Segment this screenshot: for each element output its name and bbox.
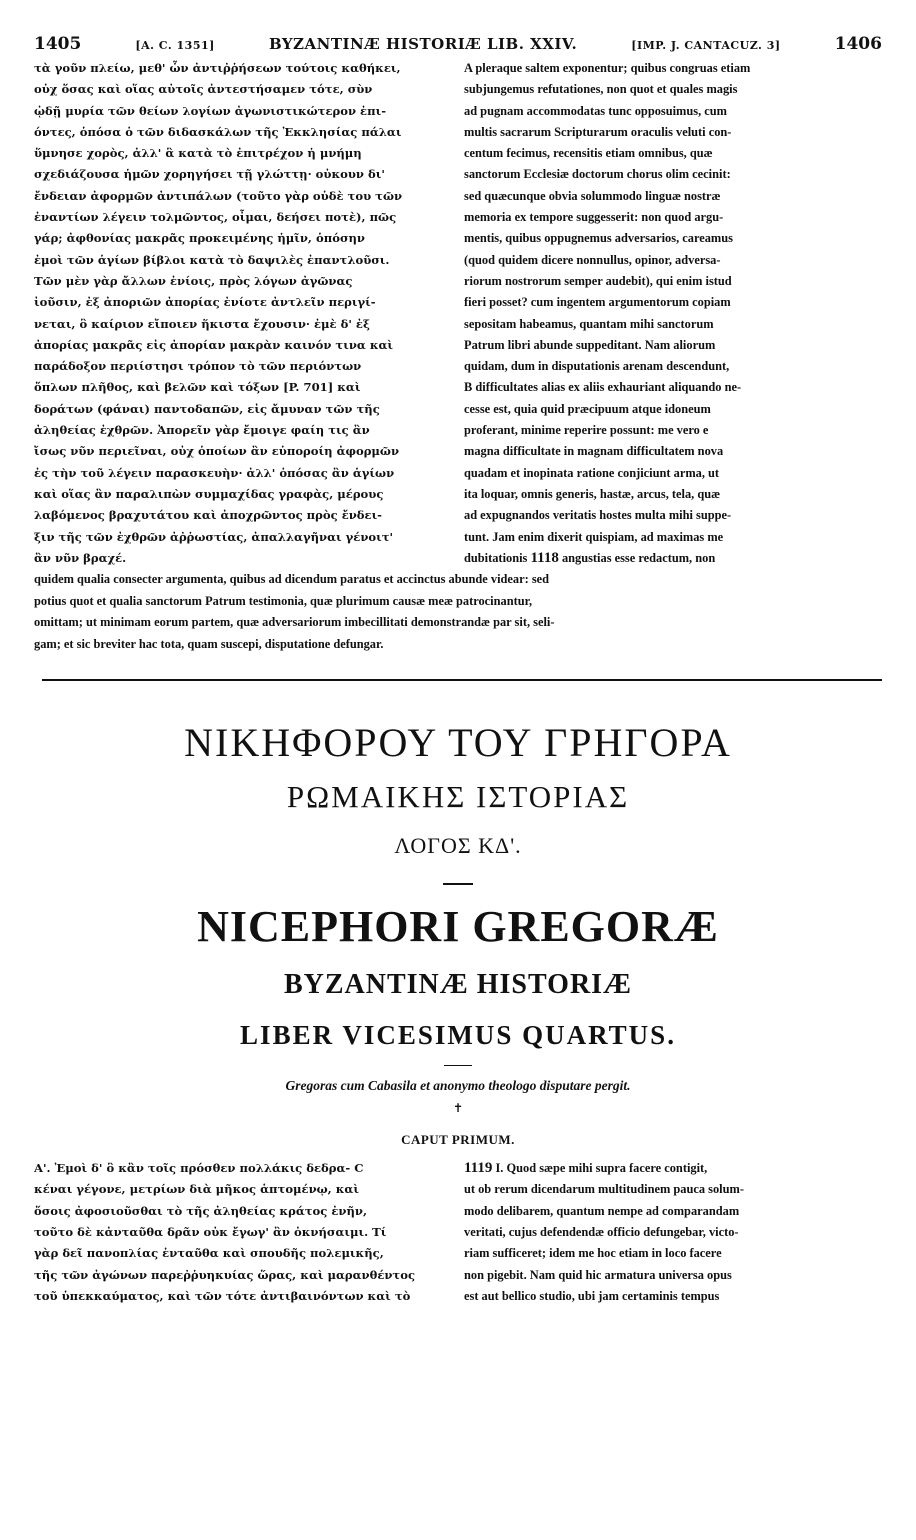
- two-column-text: [34, 58, 882, 569]
- latin-line: sed quæcunque obvia solummodo linguæ nostræ: [464, 188, 721, 203]
- greek-column: [34, 58, 438, 569]
- greek-line: ἰοῦσιν, ἐξ ἀποριῶν ἀπορίας ἐνίοτε ἀντλεῖν περιγί-: [34, 295, 376, 310]
- header-emperor: [IMP. J. CANTACUZ. 3]: [631, 39, 781, 52]
- greek-line: κέναι γέγονε, μετρίων διὰ μῆκος ἁπτομένῳ, καὶ: [34, 1182, 359, 1197]
- latin-line: quidam, dum in disputationis arenam descendunt,: [464, 359, 730, 374]
- greek-line: τῆς τῶν ἀγώνων παρεῤῥυηκυίας ὥρας, καὶ μαρανθέντος: [34, 1267, 416, 1282]
- greek-line: λαβόμενος βραχυτάτου καὶ ἀποχρῶντος πρὸς ἔνδει-: [34, 508, 382, 523]
- latin-line: fieri posset? cum ingentem argumentorum copiam: [464, 295, 731, 310]
- latin-line: cesse est, quia quid præcipuum atque idoneum: [464, 401, 711, 416]
- page-number-left: 1405: [34, 34, 82, 54]
- latin-line-end: angustias esse redactum, non: [561, 550, 716, 565]
- book-title-block: [34, 719, 882, 1150]
- greek-line: παράδοξον περιίστησι τρόπον τὸ τῶν περιόντων: [34, 359, 362, 374]
- greek-line: ἀπορίας μακρᾶς εἰς ἀπορίαν μακρὰν καινόν τινα καὶ: [34, 337, 394, 352]
- greek-line: ἴσως νῦν περιεῖναι, οὐχ ὁποίων ἂν εὐποροίη ἀφορμῶν: [34, 444, 399, 459]
- page-number-right: 1406: [834, 34, 882, 54]
- latin-line: centum fecimus, recensitis etiam omnibus, quæ: [464, 146, 713, 161]
- latin-line: riorum nostrorum semper audebit), qui enim istud: [464, 273, 732, 288]
- running-header: [34, 34, 882, 56]
- header-title: BYZANTINÆ HISTORIÆ LIB. XXIV.: [268, 35, 578, 53]
- full-line: potius quot et qualia sanctorum Patrum testimonia, quæ plurimum causæ meæ patrocinantur,: [34, 593, 533, 608]
- latin-line: (quod quidem dicere nonnullus, opinor, adversa-: [464, 252, 721, 267]
- latin-line: tunt. Jam enim dixerit quispiam, ad maximas me: [464, 529, 724, 544]
- latin-line: proferant, minime reperire possunt: me vero e: [464, 423, 709, 438]
- column-number: 1118: [530, 549, 559, 566]
- greek-line: καὶ οἵας ἂν παραλιπὼν συμμαχίδας γραφὰς, μέρους: [34, 486, 384, 501]
- latin-line: quadam et inopinata ratione conjiciunt arma, ut: [464, 465, 720, 480]
- greek-line: ξιν τῆς τῶν ἐχθρῶν ἀῤῥωστίας, ἀπαλλαγῆναι γένοιτ': [34, 529, 394, 544]
- greek-line: ἐναντίων λέγειν τολμῶντος, οἶμαι, δεήσει ποτὲ), πῶς: [34, 210, 397, 225]
- greek-line: τοῦ ὑπεκκαύματος, καὶ τῶν τότε ἀντιβαινόντων καὶ τὸ: [34, 1288, 411, 1303]
- section-divider: [42, 679, 882, 681]
- header-year: [A. C. 1351]: [135, 39, 215, 52]
- greek-book-title: ΛΟΓΟΣ ΚΔ'.: [394, 833, 522, 859]
- latin-line: [464, 1158, 882, 1179]
- latin-author-title: NICEPHORI GREGORÆ: [197, 902, 719, 952]
- latin-line: memoria ex tempore suggesserit: non quod argu-: [464, 210, 724, 225]
- short-divider: [444, 1065, 472, 1066]
- column-number: 1119: [464, 1160, 493, 1177]
- latin-line: multis sacrarum Scripturarum oraculis veluti con-: [464, 124, 732, 139]
- greek-line: οὐχ ὅσας καὶ οἵας αὐτοῖς ἀντεστήσαμεν τότε, σὺν: [34, 82, 373, 97]
- greek-line: νεται, ὃ καίριον εἴποιεν ἥκιστα ἔχουσιν· ἐμὲ δ' ἐξ: [34, 316, 370, 331]
- latin-column: [464, 58, 882, 569]
- greek-work-title: ΡΩΜΑΙΚΗΣ ΙΣΤΟΡΙΑΣ: [286, 779, 630, 815]
- latin-book-title: LIBER VICESIMUS QUARTUS.: [240, 1020, 676, 1051]
- full-line: quidem qualia consecter argumenta, quibus ad dicendum paratus et accinctus abunde videar: sed: [34, 572, 550, 587]
- greek-line: ὕμνησε χορὸς, ἀλλ' ἃ κατὰ τὸ ἐπιτρέχον ἡ μνήμη: [34, 146, 362, 161]
- latin-line: sepositam habeamus, quantam mihi sanctorum: [464, 316, 714, 331]
- greek-line: ὅπλων πλῆθος, καὶ βελῶν καὶ τόξων [P. 701] καὶ: [34, 380, 361, 395]
- cross-ornament-icon: ✝: [452, 1101, 464, 1116]
- short-divider: [443, 883, 473, 885]
- greek-line: τὰ γοῦν πλείω, μεθ' ὧν ἀντιῤῥήσεων τούτοις καθήκει,: [34, 61, 401, 75]
- latin-work-title: BYZANTINÆ HISTORIÆ: [283, 969, 633, 1001]
- latin-line: riam sufficeret; idem me hoc etiam in loco facere: [464, 1246, 722, 1261]
- greek-line: ᾠδῇ μυρία τῶν θείων λογίων ἀγωνιστικώτερον ἐπι-: [34, 103, 387, 118]
- full-line: gam; et sic breviter hac tota, quam suscepi, disputatione defungar.: [34, 636, 384, 651]
- latin-line: [464, 548, 882, 569]
- latin-line: magna difficultate in magnam difficultatem nova: [464, 444, 724, 459]
- full-line: omittam; ut minimam eorum partem, quæ adversariorum imbecillitati demonstrandæ par sit, seli-: [34, 615, 555, 630]
- greek-line: ἔνδειαν ἀφορμῶν ἀντιπάλων (τοῦτο γὰρ οὐδὲ του τῶν: [34, 188, 403, 203]
- chapter-latin-column: [464, 1158, 882, 1307]
- greek-line: ἀληθείας ἐχθρῶν. Ἀπορεῖν γὰρ ἔμοιγε φαίη τις ἂν: [34, 423, 370, 438]
- greek-author-title: ΝΙΚΗΦΟΡΟΥ ΤΟΥ ΓΡΗΓΟΡΑ: [184, 720, 732, 766]
- latin-line-start: I. Quod sæpe mihi supra facere contigit,: [495, 1161, 708, 1176]
- latin-line: B difficultates alias ex aliis exhauriant aliquando ne-: [464, 380, 742, 395]
- latin-line: mentis, quibus oppugnemus adversarios, careamus: [464, 231, 733, 246]
- latin-line: est aut bellico studio, ubi jam certaminis tempus: [464, 1288, 720, 1303]
- chapter-two-column-text: [34, 1158, 882, 1307]
- latin-line: subjungemus refutationes, non quot et quales magis: [464, 82, 738, 97]
- latin-line: ita loquar, omnis generis, hastæ, arcus, tela, quæ: [464, 486, 721, 501]
- greek-line: Τῶν μὲν γὰρ ἄλλων ἐνίοις, πρὸς λόγων ἀγῶνας: [34, 273, 353, 288]
- greek-line: ἐς τὴν τοῦ λέγειν παρασκευὴν· ἀλλ' ὁπόσας ἂν ἁγίων: [34, 465, 395, 480]
- latin-line: ad pugnam accommodatas tunc opposuimus, cum: [464, 103, 727, 118]
- greek-line: σχεδιάζουσα ἡμῶν χορηγήσει τῇ γλώττῃ· οὐκουν δι': [34, 167, 385, 182]
- greek-line: τοῦτο δὲ κἀνταῦθα δρᾶν οὐκ ἔγωγ' ἂν ὀκνήσαιμι. Τί: [34, 1225, 387, 1240]
- latin-line: veritati, cujus defendendæ officio defungebar, victo-: [464, 1225, 739, 1240]
- greek-line: ἂν νῦν βραχέ.: [34, 550, 127, 565]
- latin-line: modo delibarem, quantum nempe ad comparandam: [464, 1203, 740, 1218]
- book-summary: Gregoras cum Cabasila et anonymo theologo disputare pergit.: [285, 1078, 631, 1094]
- greek-line: γὰρ δεῖ πανοπλίας ἐνταῦθα καὶ σπουδῆς πολεμικῆς,: [34, 1246, 384, 1261]
- latin-line-start: dubitationis: [464, 550, 528, 565]
- latin-line: A pleraque saltem exponentur; quibus congruas etiam: [464, 61, 751, 75]
- greek-line: Α'. Ἐμοὶ δ' ὃ κἂν τοῖς πρόσθεν πολλάκις δεδρα- C: [34, 1161, 364, 1176]
- chapter-heading: CAPUT PRIMUM.: [401, 1132, 515, 1148]
- greek-line: δοράτων (φάναι) παντοδαπῶν, εἰς ἄμυναν τῶν τῆς: [34, 401, 380, 416]
- latin-line: ut ob rerum dicendarum multitudinem pauca solum-: [464, 1182, 744, 1197]
- greek-line: όντες, ὁπόσα ὁ τῶν διδασκάλων τῆς Ἐκκλησίας πάλαι: [34, 124, 402, 139]
- page: [34, 34, 882, 1307]
- greek-line: γάρ; ἀφθονίας μακρᾶς προκειμένης ἡμῖν, ὁπόσην: [34, 231, 365, 246]
- latin-line: non pigebit. Nam quid hic armatura universa opus: [464, 1267, 732, 1282]
- full-width-paragraph: [34, 569, 882, 655]
- greek-line: ἐμοὶ τῶν ἁγίων βίβλοι κατὰ τὸ δαψιλὲς ἐπαντλοῦσι.: [34, 252, 390, 267]
- latin-line: ad expugnandos veritatis hostes multa mihi suppe-: [464, 508, 732, 523]
- latin-line: sanctorum Ecclesiæ doctorum chorus olim cecinit:: [464, 167, 731, 182]
- latin-line: Patrum libri abunde suppeditant. Nam aliorum: [464, 337, 716, 352]
- chapter-greek-column: [34, 1158, 438, 1307]
- greek-line: ὅσοις ἀφοσιοῦσθαι τὸ τῆς ἀληθείας κράτος ἐνῆν,: [34, 1203, 367, 1218]
